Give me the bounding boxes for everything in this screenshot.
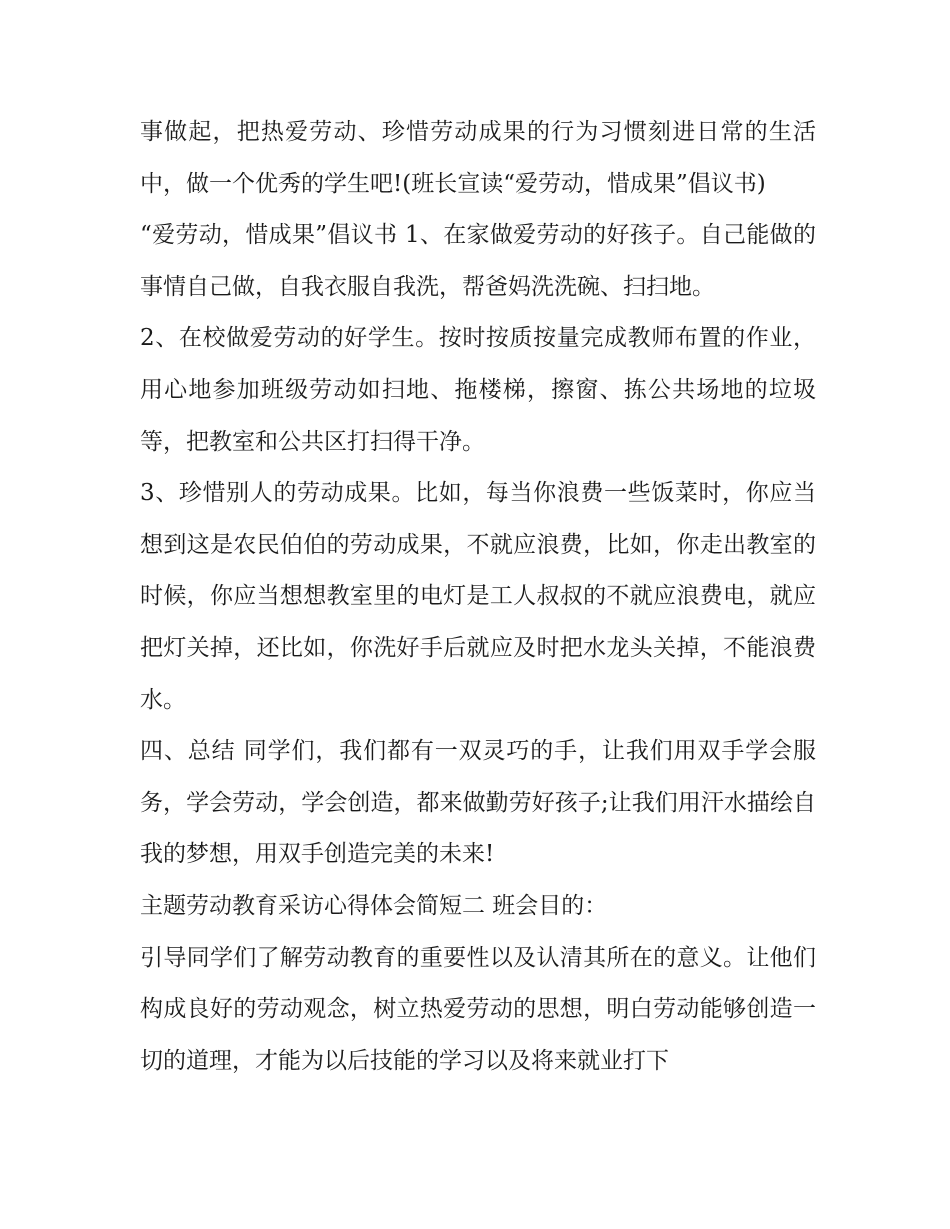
paragraph-proposal-2: 2、在校做爱劳动的好学生。按时按质按量完成教师布置的作业，用心地参加班级劳动如扫地、拖楼梯，擦窗、拣公共场地的垃圾等，把教室和公共区打扫得干净。 xyxy=(140,325,816,455)
paragraph-proposal-3: 3、珍惜别人的劳动成果。比如，每当你浪费一些饭菜时，你应当想到这是农民伯伯的劳动成果，不就应浪费，比如，你走出教室的时候，你应当想想教室里的电灯是工人叔叔的不就应浪费电，就应把灯关掉，还比如，你洗好手后就应及时把水龙头关掉，不能浪费水。 xyxy=(140,480,816,713)
paragraph-objective: 引导同学们了解劳动教育的重要性以及认清其所在的意义。让他们构成良好的劳动观念，树立热爱劳动的思想，明白劳动能够创造一切的道理，才能为以后技能的学习以及将来就业打下 xyxy=(140,944,816,1074)
paragraph-summary: 四、总结 同学们，我们都有一双灵巧的手，让我们用双手学会服务，学会劳动，学会创造，都来做勤劳好孩子;让我们用汗水描绘自我的梦想，用双手创造完美的未来! xyxy=(140,738,816,868)
section-heading: 主题劳动教育采访心得体会简短二 班会目的： xyxy=(140,892,608,919)
paragraph-proposal-1: “爱劳动，惜成果”倡议书 1、在家做爱劳动的好孩子。自己能做的事情自己做，自我衣服自我洗，帮爸妈洗洗碗、扫扫地。 xyxy=(140,222,816,300)
paragraph-continuation: 事做起，把热爱劳动、珍惜劳动成果的行为习惯刻进日常的生活中，做一个优秀的学生吧!(班长宣读“爱劳动，惜成果”倡议书) xyxy=(140,119,816,197)
body-text xyxy=(140,107,816,1087)
